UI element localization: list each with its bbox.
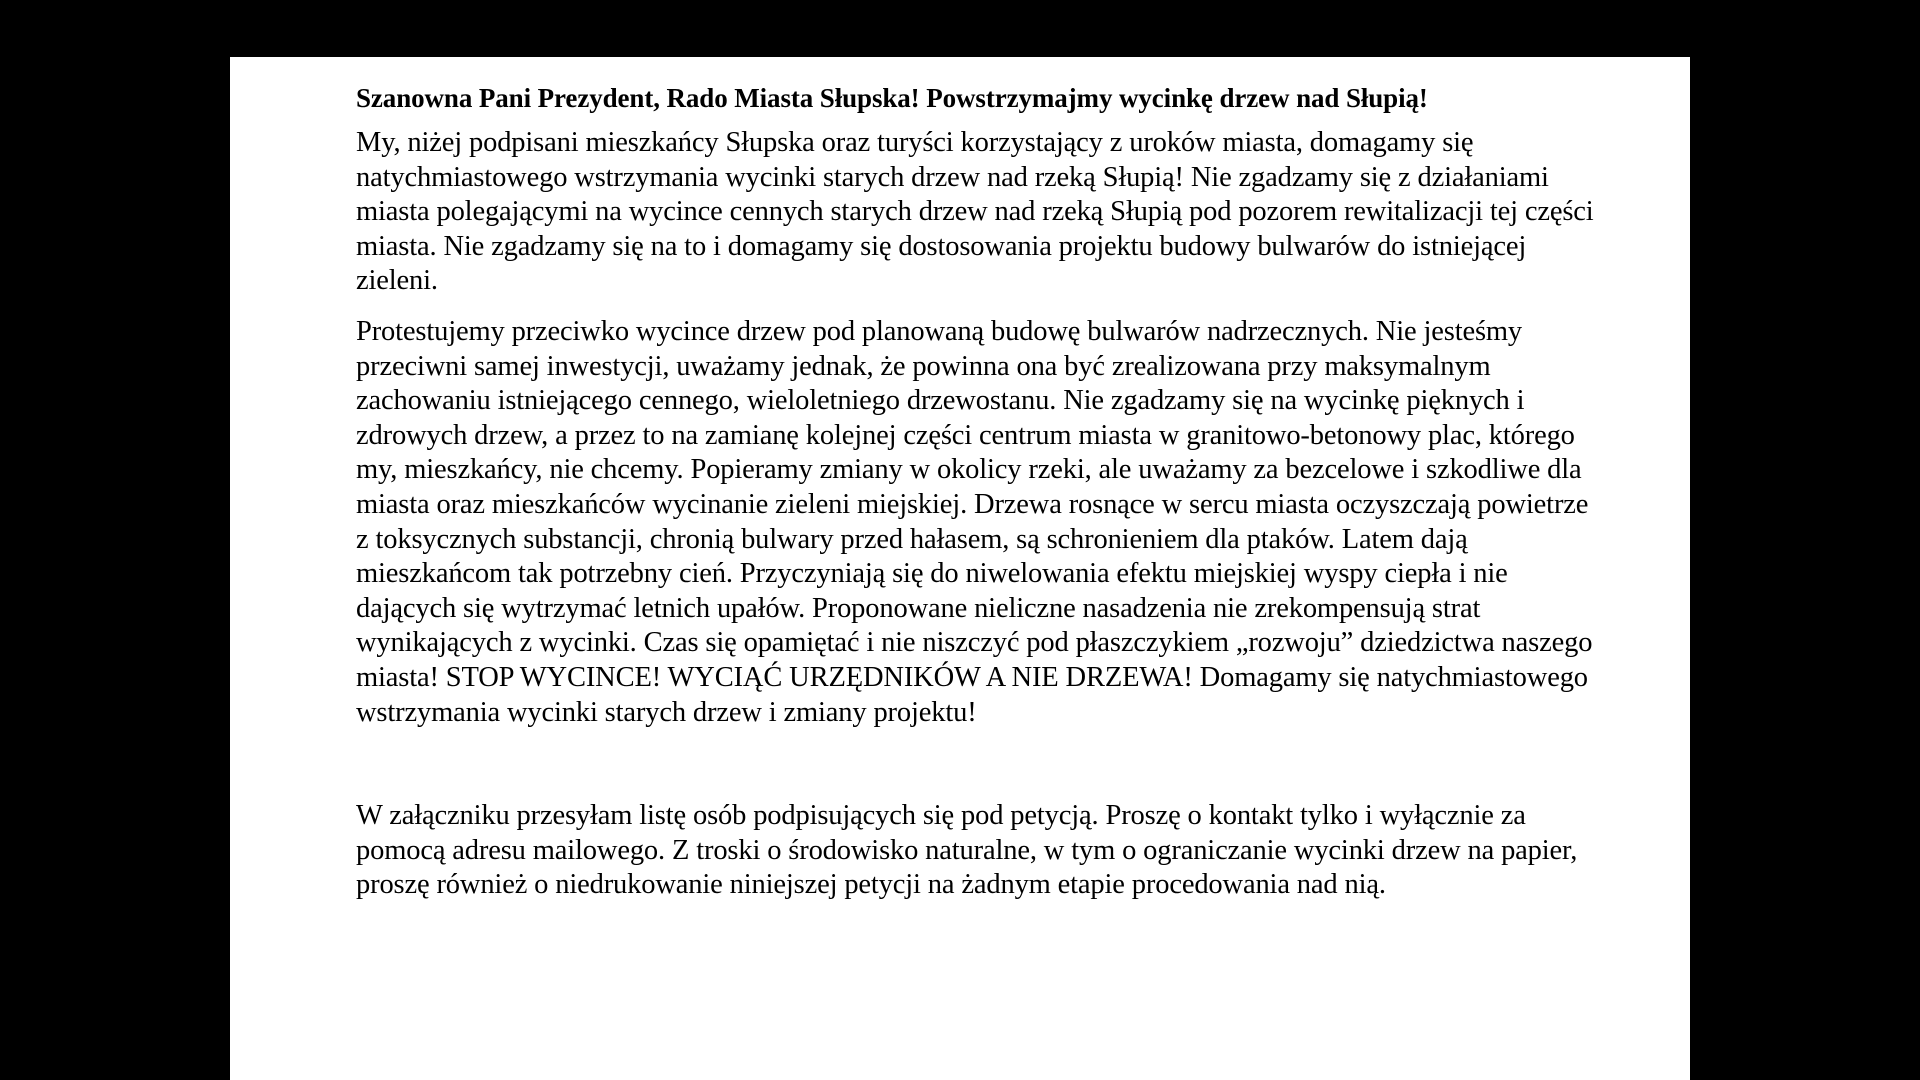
- document-title: Szanowna Pani Prezydent, Rado Miasta Słupska! Powstrzymajmy wycinkę drzew nad Słupią!: [356, 83, 1428, 113]
- document-page: [230, 57, 1690, 1080]
- paragraph-protest: Protestujemy przeciwko wycince drzew pod planowaną budowę bulwarów nadrzecznych. Nie jesteśmy przeciwni samej inwestycji, uważamy jednak, że powinna ona być zrealizowana przy maksymalnym zachowaniu istniejącego cennego, wieloletniego drzewostanu. Nie zgadzamy się na wycinkę pięknych i zdrowych drzew, a przez to na zamianę kolejnej części centrum miasta w granitowo-betonowy plac, którego my, mieszkańcy, nie chcemy. Popieramy zmiany w okolicy rzeki, ale uważamy za bezcelowe i szkodliwe dla miasta oraz mieszkańców wycinanie zieleni miejskiej. Drzewa rosnące w sercu miasta oczyszczają powietrze z toksycznych substancji, chronią bulwary przed hałasem, są schronieniem dla ptaków. Latem dają mieszkańcom tak potrzebny cień. Przyczyniają się do niwelowania efektu miejskiej wyspy ciepła i nie dających się wytrzymać letnich upałów. Proponowane nieliczne nasadzenia nie zrekompensują strat wynikających z wycinki. Czas się opamiętać i nie niszczyć pod płaszczykiem „rozwoju” dziedzictwa naszego miasta! STOP WYCINCE! WYCIĄĆ URZĘDNIKÓW A NIE DRZEWA! Domagamy się natychmiastowego wstrzymania wycinki starych drzew i zmiany projektu!: [356, 316, 1593, 728]
- paragraph-intro: My, niżej podpisani mieszkańcy Słupska oraz turyści korzystający z uroków miasta, domagamy się natychmiastowego wstrzymania wycinki starych drzew nad rzeką Słupią! Nie zgadzamy się z działaniami miasta polegającymi na wycince cennych starych drzew nad rzeką Słupią pod pozorem rewitalizacji tej części miasta. Nie zgadzamy się na to i domagamy się dostosowania projektu budowy bulwarów do istniejącej zieleni.: [356, 127, 1594, 297]
- paragraph-attachment-note: W załączniku przesyłam listę osób podpisujących się pod petycją. Proszę o kontakt tylko i wyłącznie za pomocą adresu mailowego. Z troski o środowisko naturalne, w tym o ograniczanie wycinki drzew na papier, proszę również o niedrukowanie niniejszej petycji na żadnym etapie procedowania nad nią.: [356, 800, 1578, 901]
- document-body: [356, 81, 1606, 903]
